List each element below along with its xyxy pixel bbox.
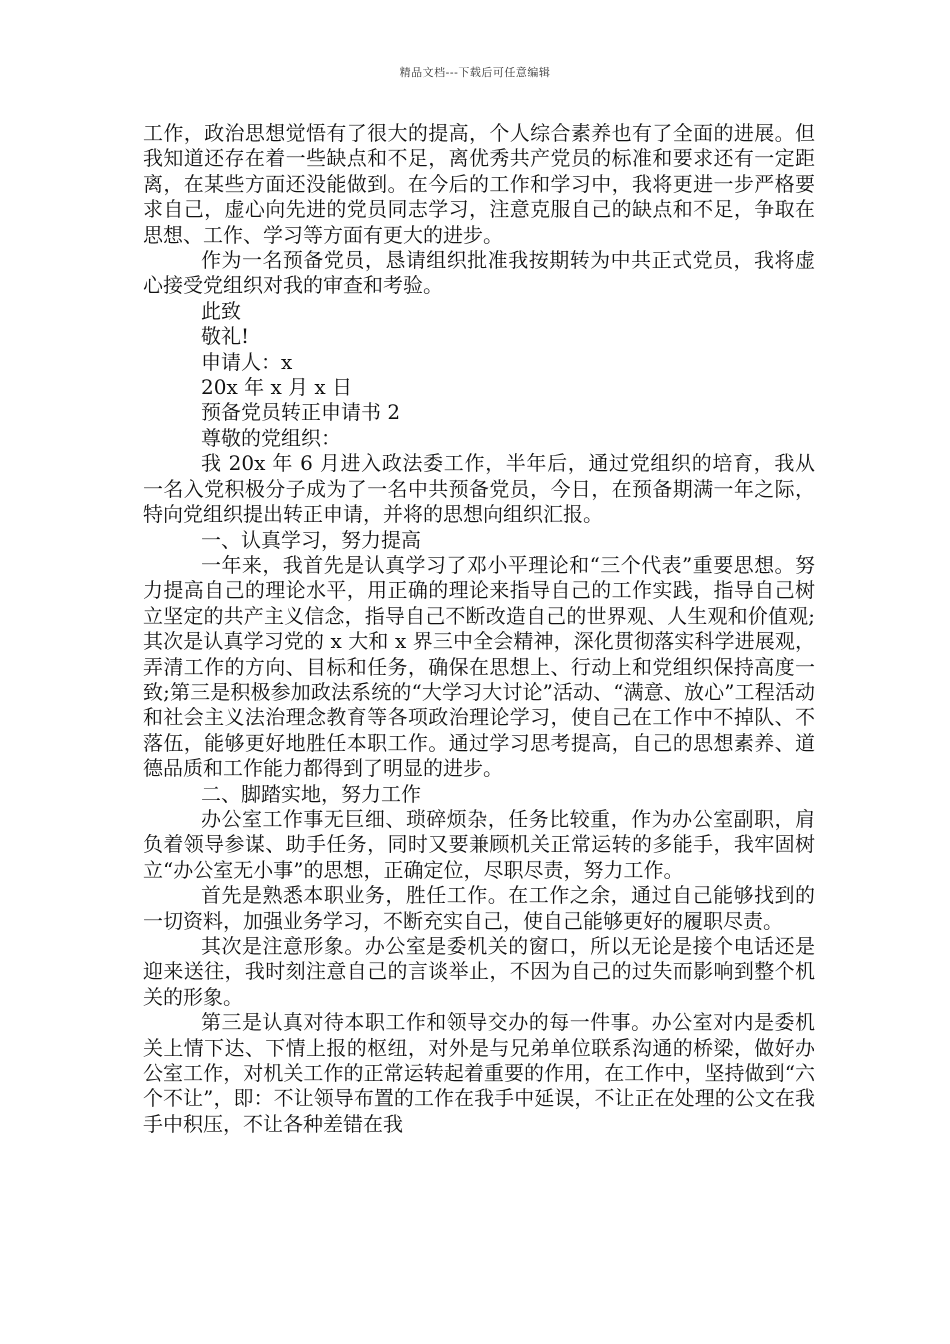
paragraph: 我 20x 年 6 月进入政法委工作，半年后，通过党组织的培育，我从一名入党积极分子成为了一名中共预备党员，今日，在预备期满一年之际，特向党组织提出转正申请，并将的思想向组织汇报。 <box>143 451 815 527</box>
closing-line: 敬礼! <box>201 324 250 349</box>
section-heading: 一、认真学习，努力提高 <box>201 527 421 552</box>
section-heading: 二、脚踏实地，努力工作 <box>201 781 421 806</box>
paragraph: 首先是熟悉本职业务，胜任工作。在工作之余，通过自己能够找到的一切资料，加强业务学习，不断充实自己，使自己能够更好的履职尽责。 <box>143 883 815 933</box>
document-body <box>143 121 815 1137</box>
paragraph: 工作，政治思想觉悟有了很大的提高，个人综合素养也有了全面的进展。但我知道还存在着一些缺点和不足，离优秀共产党员的标准和要求还有一定距离，在某些方面还没能做到。在今后的工作和学习中，我将更进一步严格要求自己，虚心向先进的党员同志学习，注意克服自己的缺点和不足，争取在思想、工作、学习等方面有更大的进步。 <box>143 121 815 247</box>
paragraph: 其次是注意形象。办公室是委机关的窗口，所以无论是接个电话还是迎来送往，我时刻注意自己的言谈举止，不因为自己的过失而影响到整个机关的形象。 <box>143 934 815 1009</box>
section-title: 预备党员转正申请书 2 <box>201 400 401 425</box>
closing-line: 此致 <box>201 298 241 323</box>
paragraph: 一年来，我首先是认真学习了邓小平理论和“三个代表”重要思想。努力提高自己的理论水平，用正确的理论来指导自己的工作实践，指导自己树立坚定的共产主义信念，指导自己不断改造自己的世界观、人生观和价值观;其次是认真学习党的 x 大和 x 界三中全会精神，深化贯彻落实科学进展观，弄清工作的方向、目标和任务，确保在思想上、行动上和党组织保持高度一致;第三是积极参加政法系统的“大学习大讨论”活动、“满意、放心”工程活动和社会主义法治理念教育等各项政治理论学习，使自己在工作中不掉队、不落伍，能够更好地胜任本职工作。通过学习思考提高，自己的思想素养、道德品质和工作能力都得到了明显的进步。 <box>143 552 815 781</box>
salutation: 尊敬的党组织： <box>201 425 341 450</box>
paragraph: 第三是认真对待本职工作和领导交办的每一件事。办公室对内是委机关上情下达、下情上报的枢纽，对外是与兄弟单位联系沟通的桥梁，做好办公室工作，对机关工作的正常运转起着重要的作用，在工作中，坚持做到“六个不让”，即：不让领导布置的工作在我手中延误，不让正在处理的公文在我手中积压，不让各种差错在我 <box>143 1010 815 1136</box>
paragraph: 作为一名预备党员，恳请组织批准我按期转为中共正式党员，我将虚心接受党组织对我的审查和考验。 <box>143 248 815 298</box>
applicant-line: 申请人：x <box>201 349 293 374</box>
page-header: 精品文档---下载后可任意编辑 <box>399 66 551 79</box>
date-line: 20x 年 x 月 x 日 <box>201 375 353 400</box>
paragraph: 办公室工作事无巨细、琐碎烦杂，任务比较重，作为办公室副职，肩负着领导参谋、助手任务，同时又要兼顾机关正常运转的多能手，我牢固树立“办公室无小事”的思想，正确定位，尽职尽责，努力工作。 <box>143 806 815 882</box>
